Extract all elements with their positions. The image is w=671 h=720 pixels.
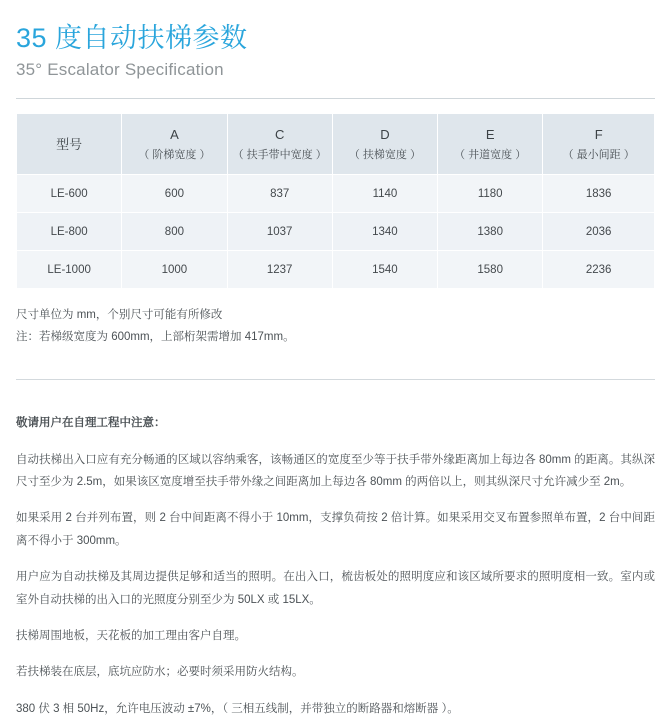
table-header-e-sub: （ 井道宽度 ） [454,148,527,161]
table-header-e [438,114,543,175]
table-row [17,175,655,213]
attention-paragraph-2: 如果采用 2 台并列布置，则 2 台中间距离不得小于 10mm，支撑负荷按 2 倍计算。如果采用交叉布置参照单布置，2 台中间距离不得小于 300mm。 [16,512,655,547]
cell-d: 1140 [332,175,437,213]
table-header-f-sub: （ 最小间距 ） [562,148,635,161]
cell-d: 1340 [332,213,437,251]
cell-a: 600 [122,175,227,213]
header-divider [16,98,655,99]
table-header-c-main: C [274,127,285,143]
cell-model: LE-1000 [17,251,122,289]
attention-title: 敬请用户在自理工程中注意： [16,417,166,430]
cell-e: 1580 [438,251,543,289]
table-header-d-main: D [380,127,390,143]
table-header-a-main: A [170,127,179,143]
table-header-c [227,114,332,175]
cell-f: 2036 [543,213,655,251]
table-header-a [122,114,227,175]
page-header [16,0,655,99]
table-row [17,213,655,251]
cell-a: 1000 [122,251,227,289]
cell-f: 2236 [543,251,655,289]
table-header-row [17,114,655,175]
cell-c: 1037 [227,213,332,251]
cell-f: 1836 [543,175,655,213]
attention-section [16,412,655,720]
cell-e: 1380 [438,213,543,251]
page-title-cn: 35 度自动扶梯参数 [16,23,248,53]
attention-paragraph-4: 扶梯周围地板，天花板的加工理由客户自理。 [16,630,246,643]
table-row [17,251,655,289]
specification-table [16,113,655,289]
cell-c: 837 [227,175,332,213]
cell-e: 1180 [438,175,543,213]
cell-d: 1540 [332,251,437,289]
table-header-e-main: E [485,127,495,143]
table-header-d-sub: （ 扶梯宽度 ） [348,148,421,161]
table-note-remark: 注：若梯级宽度为 600mm，上部桁架需增加 417mm。 [16,331,295,344]
cell-model: LE-800 [17,213,122,251]
attention-paragraph-3: 用户应为自动扶梯及其周边提供足够和适当的照明。在出入口，梳齿板处的照明度应和该区域所要求的照明度相一致。室内或室外自动扶梯的出入口的光照度分别至少为 50LX 或 15LX。 [16,571,655,606]
table-header-model [17,114,122,175]
attention-paragraph-5: 若扶梯装在底层，底坑应防水；必要时须采用防火结构。 [16,666,304,679]
table-header-a-sub: （ 阶梯宽度 ） [138,148,211,161]
table-header-f [543,114,655,175]
cell-a: 800 [122,213,227,251]
table-notes [16,305,655,349]
cell-model: LE-600 [17,175,122,213]
table-note-units: 尺寸单位为 mm，个别尺寸可能有所修改 [16,309,223,322]
table-header-c-sub: （ 扶手带中宽度 ） [232,148,327,161]
table-header-model-label: 型号 [56,136,83,152]
section-divider [16,379,655,380]
cell-c: 1237 [227,251,332,289]
table-header-f-main: F [594,127,603,143]
attention-paragraph-1: 自动扶梯出入口应有充分畅通的区域以容纳乘客，该畅通区的宽度至少等于扶手带外缘距离加上每边各 80mm 的距离。其纵深尺寸至少为 2.5m，如果该区宽度增至扶手带外缘之间距离加上每边各 80mm 的两倍以上，则其纵深尺寸允许减少至 2m。 [16,453,655,488]
page-title-en: 35° Escalator Specification [16,60,224,80]
attention-paragraph-6: 380 伏 3 相 50Hz，允许电压波动 ±7%，（ 三相五线制，并带独立的断路器和熔断器 ）。 [16,702,459,715]
table-header-d [332,114,437,175]
